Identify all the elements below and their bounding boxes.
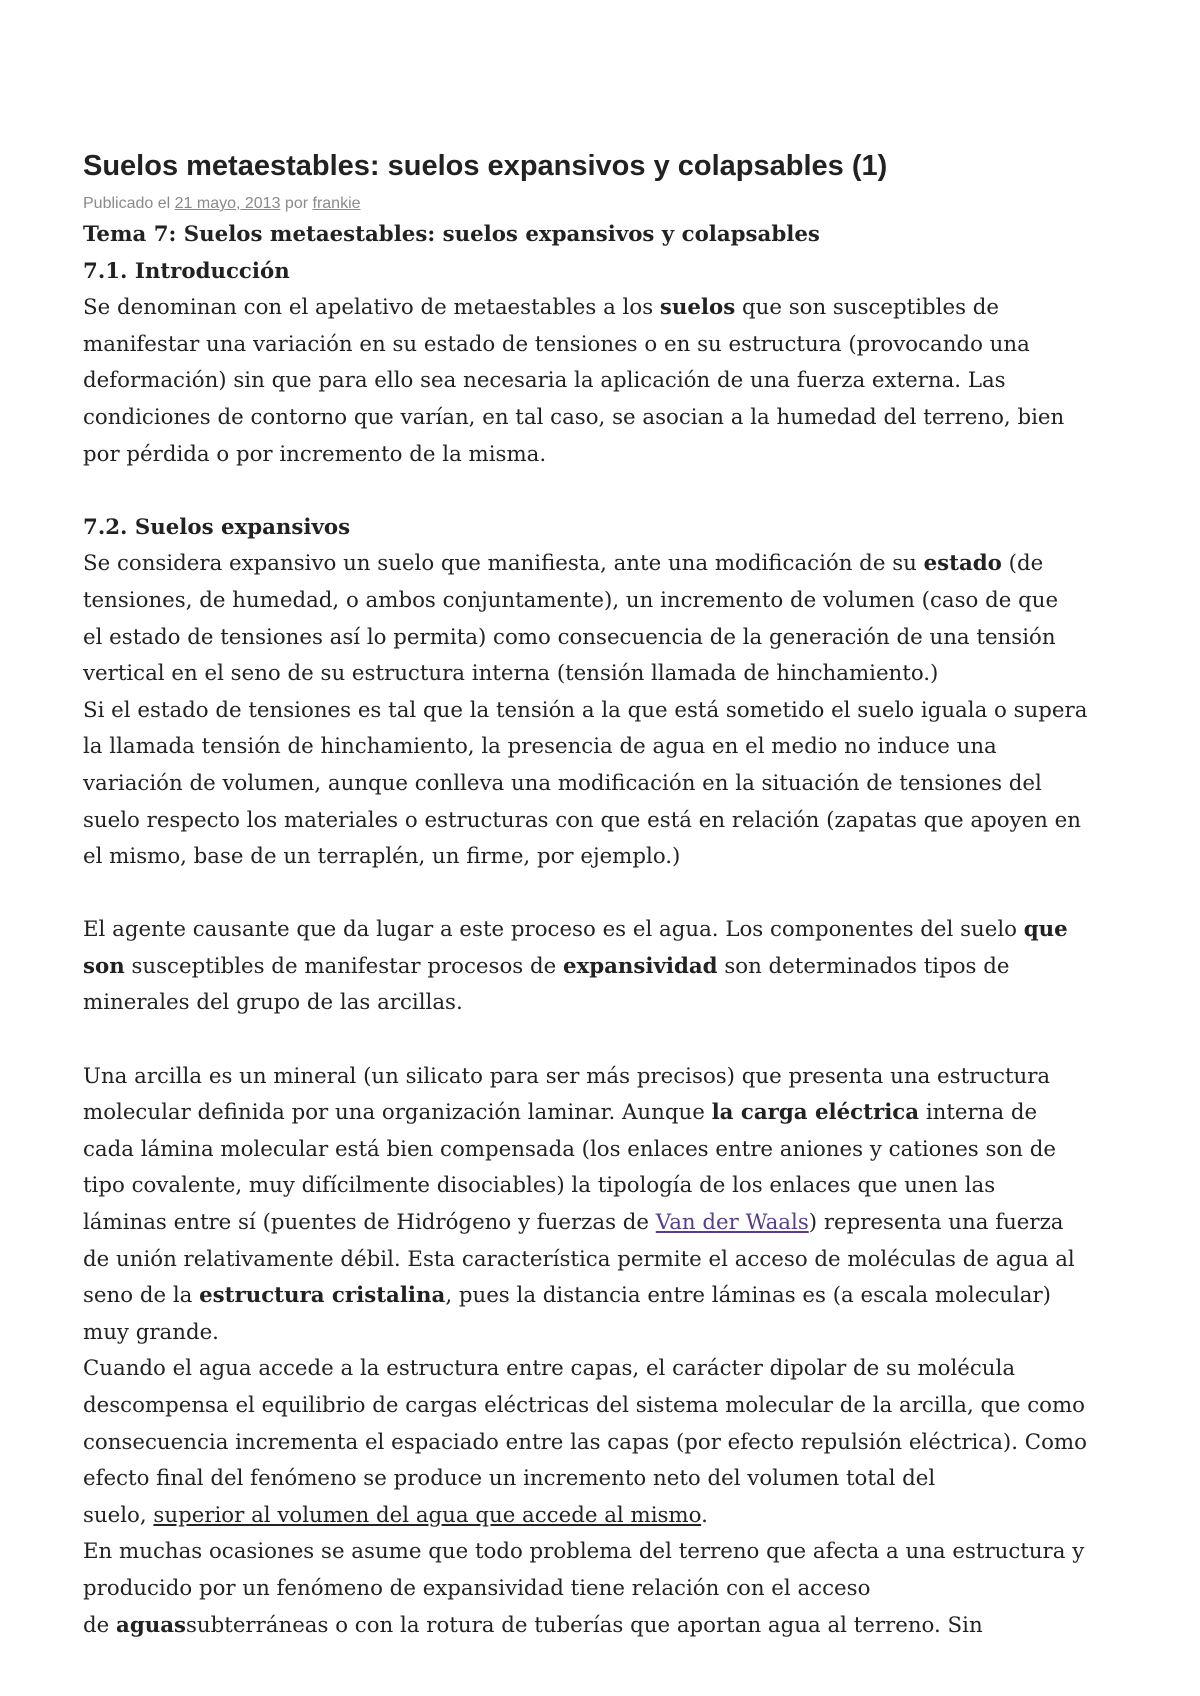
van-der-waals-link[interactable]: Van der Waals [655, 1210, 809, 1236]
paragraph-arcilla [83, 1059, 1083, 1352]
article [83, 148, 1088, 1644]
text-line: Cuando el agua accede a la estructura entre capas, el carácter dipolar de su molécula [83, 1356, 1016, 1382]
section-heading-introduccion: 7.1. Introducción [83, 258, 290, 284]
published-prefix: Publicado el [83, 195, 175, 212]
text-line: Se considera expansivo un suelo que manifiesta, ante una modificación de su estado (de [83, 551, 1044, 577]
post-title: Suelos metaestables: suelos expansivos y colapsables (1) [83, 150, 888, 182]
paragraph-expansivo-definicion [83, 546, 1083, 692]
text-line: condiciones de contorno que varían, en tal caso, se asocian a la humedad del terreno, bien [83, 404, 1065, 430]
paragraph-tension-hinchamiento [83, 693, 1088, 876]
paragraph-spacer [83, 473, 1083, 510]
text-line: suelo, superior al volumen del agua que accede al mismo. [83, 1502, 708, 1528]
text-line: variación de volumen, aunque conlleva una modificación en la situación de tensiones del [83, 770, 1042, 796]
text-line: En muchas ocasiones se asume que todo problema del terreno que afecta a una estructura y [83, 1539, 1085, 1565]
text-line: la llamada tensión de hinchamiento, la presencia de agua en el medio no induce una [83, 734, 997, 760]
text-line: manifestar una variación en su estado de tensiones o en su estructura (provocando una [83, 331, 1030, 357]
text-line: seno de la estructura cristalina, pues la distancia entre láminas es (a escala molecular) [83, 1283, 1051, 1309]
text-line: por pérdida o por incremento de la misma. [83, 441, 547, 467]
section-heading-suelos-expansivos: 7.2. Suelos expansivos [83, 514, 351, 540]
text-line: cada lámina molecular está bien compensada (los enlaces entre aniones y cationes son de [83, 1136, 1056, 1162]
text-line: Si el estado de tensiones es tal que la tensión a la que está sometido el suelo iguala o supera [83, 697, 1088, 723]
text-line: de unión relativamente débil. Esta característica permite el acceso de moléculas de agua al [83, 1246, 1075, 1272]
text-line: consecuencia incrementa el espaciado entre las capas (por efecto repulsión eléctrica). Como [83, 1429, 1087, 1455]
post-date-link[interactable]: 21 mayo, 2013 [174, 195, 281, 212]
paragraph-spacer [83, 1022, 1083, 1059]
text-line: El agente causante que da lugar a este proceso es el agua. Los componentes del suelo que [83, 917, 1068, 943]
text-line: son susceptibles de manifestar procesos de expansividad son determinados tipos de [83, 953, 1010, 979]
text-line: muy grande. [83, 1319, 219, 1345]
text-line: láminas entre sí (puentes de Hidrógeno y fuerzas de Van der Waals) representa una fuerza [83, 1210, 1064, 1236]
text-line: molecular definida por una organización laminar. Aunque la carga eléctrica interna de [83, 1100, 1038, 1126]
paragraph-agente-causante [83, 912, 1083, 1022]
text-line: el mismo, base de un terraplén, un firme, por ejemplo.) [83, 844, 681, 870]
underlined-text: superior al volumen del agua que accede al mismo [153, 1502, 702, 1528]
text-line: tensiones, de humedad, o ambos conjuntamente), un incremento de volumen (caso de que [83, 587, 1059, 613]
topic-heading: Tema 7: Suelos metaestables: suelos expansivos y colapsables [83, 222, 820, 247]
text-line: Una arcilla es un mineral (un silicato para ser más precisos) que presenta una estructura [83, 1063, 1051, 1089]
text-line: vertical en el seno de su estructura interna (tensión llamada de hinchamiento.) [83, 661, 939, 687]
by-text: por [280, 195, 313, 212]
post-meta [83, 194, 1083, 214]
text-line: tipo covalente, muy difícilmente disociables) la tipología de los enlaces que unen las [83, 1173, 996, 1199]
text-line: minerales del grupo de las arcillas. [83, 990, 463, 1016]
paragraph-spacer [83, 876, 1083, 913]
paragraph-agua-capas [83, 1351, 1087, 1534]
text-line: el estado de tensiones así lo permita) como consecuencia de la generación de una tensión [83, 624, 1056, 650]
paragraph-aguas-subterraneas [83, 1534, 1083, 1644]
text-line: descompensa el equilibrio de cargas eléctricas del sistema molecular de la arcilla, que como [83, 1393, 1085, 1418]
text-line: producido por un fenómeno de expansividad tiene relación con el acceso [83, 1575, 871, 1601]
author-link[interactable]: frankie [312, 195, 361, 212]
text-line: Se denominan con el apelativo de metaestables a los suelos que son susceptibles de [83, 295, 1000, 321]
post-content [83, 217, 1088, 1644]
paragraph-introduccion [83, 290, 1083, 473]
text-line: deformación) sin que para ello sea necesaria la aplicación de una fuerza externa. Las [83, 368, 1006, 394]
text-line: suelo respecto los materiales o estructuras con que está en relación (zapatas que apoyen en [83, 807, 1081, 833]
text-line: efecto final del fenómeno se produce un incremento neto del volumen total del [83, 1466, 936, 1492]
text-line: de aguassubterráneas o con la rotura de tuberías que aportan agua al terreno. Sin [83, 1612, 983, 1638]
